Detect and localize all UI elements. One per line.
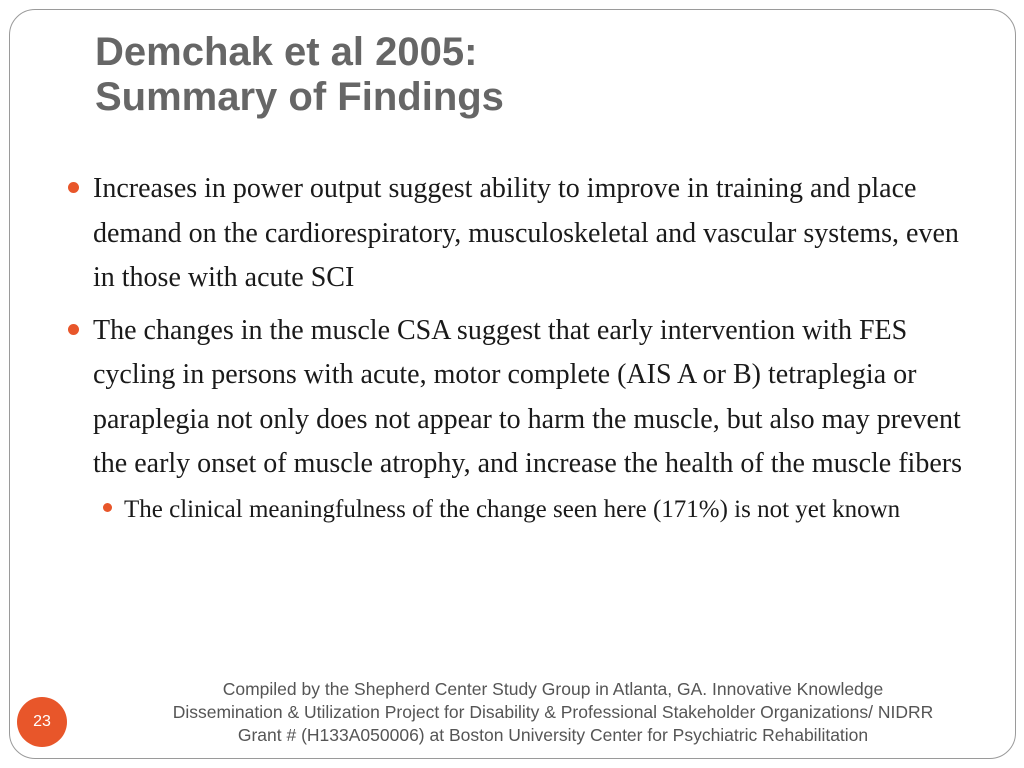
sub-bullet-item — [93, 489, 962, 531]
bullet-item — [62, 167, 962, 301]
sub-bullet-text: The clinical meaningfulness of the change seen here (171%) is not yet known — [124, 495, 901, 523]
footer-line-3: Grant # (H133A050006) at Boston University Center for Psychiatric Rehabilitation — [237, 725, 869, 745]
slide-title-line-2: Summary of Findings — [95, 75, 504, 119]
bullet-text: Increases in power output suggest ability to improve in training and place demand on the cardiorespiratory, musculoskeletal and vascular systems, even in those with acute SCI — [93, 173, 959, 293]
slide-title — [95, 30, 975, 120]
footer-line-2: Dissemination & Utilization Project for Disability & Professional Stakeholder Organizations/ NIDRR — [172, 702, 934, 722]
slide-content — [62, 167, 962, 531]
bullet-dot-icon — [68, 324, 79, 335]
footer-line-1: Compiled by the Shepherd Center Study Group in Atlanta, GA. Innovative Knowledge — [222, 679, 884, 699]
bullet-dot-icon — [68, 182, 79, 193]
slide-footer — [108, 678, 998, 747]
sub-bullet-dot-icon — [103, 503, 112, 512]
slide-title-line-1: Demchak et al 2005: — [95, 30, 478, 74]
bullet-item — [62, 309, 962, 487]
bullet-text: The changes in the muscle CSA suggest that early intervention with FES cycling in persons with acute, motor complete (AIS A or B) tetraplegia or paraplegia not only does not appear to harm the muscle, but also may prevent the early onset of muscle atrophy, and increase the health of the muscle fibers — [93, 314, 962, 479]
page-number-badge: 23 — [17, 697, 67, 747]
